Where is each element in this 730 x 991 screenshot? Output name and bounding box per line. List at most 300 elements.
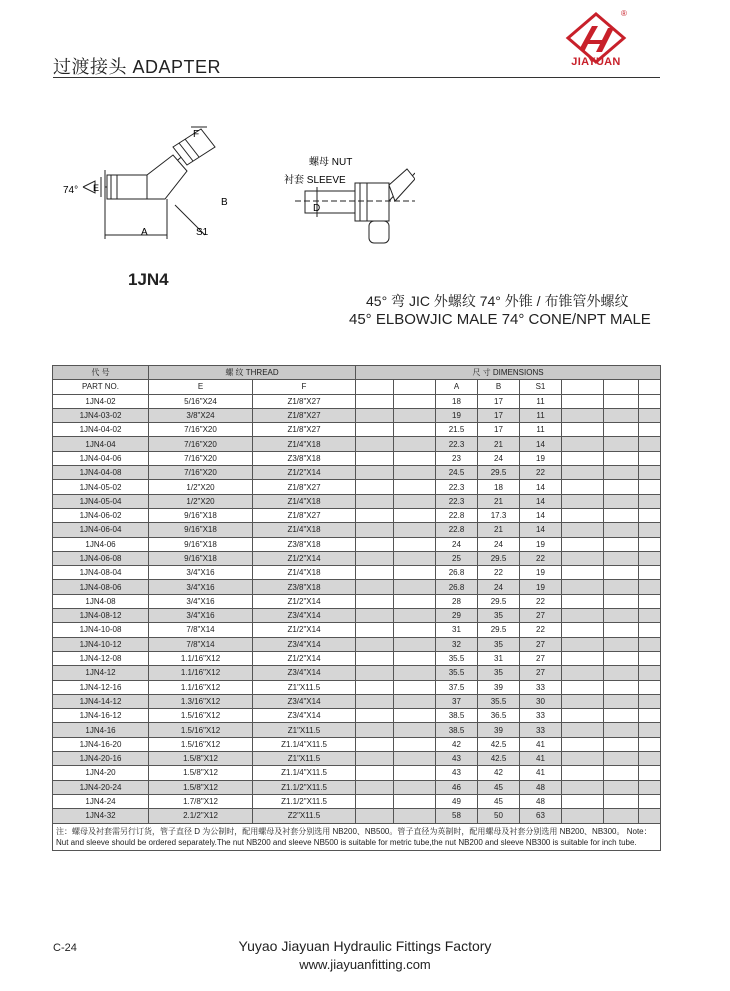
empty-cell — [356, 437, 394, 451]
empty-cell — [604, 694, 639, 708]
header-code-cn: 代 号 — [53, 366, 149, 380]
table-row — [53, 794, 661, 808]
empty-cell — [394, 794, 436, 808]
header-divider — [53, 77, 660, 78]
empty-cell — [562, 423, 604, 437]
empty-cell — [639, 537, 661, 551]
cell-e: 1.3/16"X12 — [149, 694, 253, 708]
cell-b: 17 — [478, 423, 520, 437]
cell-part-no: 1JN4-16 — [53, 723, 149, 737]
empty-cell — [604, 780, 639, 794]
cell-a: 23 — [436, 451, 478, 465]
empty-cell — [639, 437, 661, 451]
cell-s1: 27 — [520, 609, 562, 623]
empty-cell — [639, 723, 661, 737]
empty-cell — [394, 680, 436, 694]
cell-f: Z1/8"X27 — [253, 408, 356, 422]
empty-cell — [394, 566, 436, 580]
cell-f: Z1"X11.5 — [253, 752, 356, 766]
empty-cell — [356, 551, 394, 565]
empty-cell — [394, 780, 436, 794]
cell-part-no: 1JN4-05-02 — [53, 480, 149, 494]
empty-cell — [562, 709, 604, 723]
cell-b: 24 — [478, 537, 520, 551]
table-row — [53, 651, 661, 665]
registered-mark: ® — [621, 9, 627, 18]
cell-part-no: 1JN4-16-20 — [53, 737, 149, 751]
cell-b: 45 — [478, 794, 520, 808]
header-b: B — [478, 380, 520, 394]
empty-cell — [394, 508, 436, 522]
cell-a: 26.8 — [436, 580, 478, 594]
cell-s1: 27 — [520, 637, 562, 651]
cell-b: 18 — [478, 480, 520, 494]
cell-part-no: 1JN4-32 — [53, 809, 149, 823]
table-note: 注：螺母及衬套需另行订货，管子直径 D 为公制时，配用螺母及衬套分别选用 NB200、NB500。管子直径为英制时，配用螺母及衬套分别选用 NB200、NB300。 Note： Nut and sleeve should be ordered separately.The nut NB200 and sleeve NB500 is suitable for metric tube,the nut NB200 and sleeve NB300 is suitable for inch tube. — [53, 823, 661, 850]
empty-cell — [639, 637, 661, 651]
empty-cell — [356, 723, 394, 737]
cell-f: Z1/4"X18 — [253, 523, 356, 537]
empty-cell — [562, 551, 604, 565]
dim-b-label: B — [221, 197, 228, 208]
cell-f: Z3/8"X18 — [253, 537, 356, 551]
cell-f: Z1.1/2"X11.5 — [253, 780, 356, 794]
cell-a: 26.8 — [436, 566, 478, 580]
empty-cell — [562, 466, 604, 480]
empty-cell — [394, 451, 436, 465]
empty-cell — [356, 480, 394, 494]
empty-cell — [604, 737, 639, 751]
empty-cell — [562, 766, 604, 780]
cell-s1: 14 — [520, 437, 562, 451]
table-row — [53, 394, 661, 408]
empty-cell — [639, 666, 661, 680]
empty-cell — [604, 580, 639, 594]
dim-d-label: D — [313, 203, 321, 214]
cell-part-no: 1JN4-14-12 — [53, 694, 149, 708]
empty-cell — [604, 423, 639, 437]
empty-cell — [639, 480, 661, 494]
sleeve-label: 衬套 SLEEVE — [284, 175, 346, 186]
table-row — [53, 537, 661, 551]
table-row — [53, 752, 661, 766]
empty-cell — [604, 494, 639, 508]
cell-a: 37 — [436, 694, 478, 708]
empty-cell — [356, 394, 394, 408]
table-row — [53, 723, 661, 737]
product-title-cn: 45° 弯 JIC 外螺纹 74° 外锥 / 布锥管外螺纹 — [366, 293, 629, 309]
empty-cell — [562, 537, 604, 551]
company-name: Yuyao Jiayuan Hydraulic Fittings Factory — [238, 938, 492, 954]
empty-cell — [604, 523, 639, 537]
cell-part-no: 1JN4-24 — [53, 794, 149, 808]
cell-b: 21 — [478, 494, 520, 508]
cell-a: 35.5 — [436, 666, 478, 680]
header-e: E — [149, 380, 253, 394]
empty-cell — [356, 752, 394, 766]
cell-a: 21.5 — [436, 423, 478, 437]
table-row — [53, 551, 661, 565]
cell-s1: 11 — [520, 423, 562, 437]
empty-cell — [562, 508, 604, 522]
empty-cell — [394, 551, 436, 565]
empty-cell — [562, 523, 604, 537]
cell-part-no: 1JN4-08-06 — [53, 580, 149, 594]
empty-cell — [356, 651, 394, 665]
cell-s1: 19 — [520, 580, 562, 594]
table-row — [53, 408, 661, 422]
cell-e: 3/4"X16 — [149, 594, 253, 608]
page-number: C-24 — [53, 942, 77, 954]
brand-name: JIAYUAN — [571, 56, 621, 68]
empty-cell — [394, 809, 436, 823]
empty-cell — [639, 494, 661, 508]
empty-cell — [604, 594, 639, 608]
empty-cell — [394, 623, 436, 637]
empty-cell — [639, 780, 661, 794]
cell-part-no: 1JN4-10-08 — [53, 623, 149, 637]
empty-cell — [639, 594, 661, 608]
cell-e: 7/16"X20 — [149, 466, 253, 480]
left-fitting-view — [83, 127, 215, 239]
cell-f: Z1/8"X27 — [253, 394, 356, 408]
empty-cell — [639, 809, 661, 823]
cell-e: 7/16"X20 — [149, 437, 253, 451]
table-row — [53, 680, 661, 694]
cell-b: 45 — [478, 780, 520, 794]
empty-cell — [562, 694, 604, 708]
dim-s1-label: S1 — [196, 227, 209, 238]
cell-b: 29.5 — [478, 623, 520, 637]
table-row — [53, 451, 661, 465]
cell-b: 39 — [478, 680, 520, 694]
cell-b: 21 — [478, 437, 520, 451]
empty-cell — [562, 723, 604, 737]
cell-s1: 22 — [520, 623, 562, 637]
cell-part-no: 1JN4-12 — [53, 666, 149, 680]
cell-s1: 27 — [520, 666, 562, 680]
empty-cell — [562, 623, 604, 637]
cell-part-no: 1JN4-08-12 — [53, 609, 149, 623]
cell-f: Z1/8"X27 — [253, 480, 356, 494]
empty-cell — [356, 766, 394, 780]
cell-b: 42.5 — [478, 752, 520, 766]
empty-cell — [394, 651, 436, 665]
cell-part-no: 1JN4-02 — [53, 394, 149, 408]
empty-cell — [639, 580, 661, 594]
empty-cell — [562, 794, 604, 808]
empty-cell — [356, 580, 394, 594]
empty-cell — [639, 752, 661, 766]
cell-a: 43 — [436, 752, 478, 766]
table-row — [53, 666, 661, 680]
cell-b: 39 — [478, 723, 520, 737]
table-row — [53, 780, 661, 794]
cell-f: Z3/8"X18 — [253, 451, 356, 465]
nut-label: 螺母 NUT — [309, 157, 353, 168]
cell-part-no: 1JN4-20 — [53, 766, 149, 780]
empty-cell — [356, 408, 394, 422]
table-row — [53, 423, 661, 437]
empty-cell — [356, 609, 394, 623]
empty-cell — [394, 709, 436, 723]
empty-cell — [604, 480, 639, 494]
cell-part-no: 1JN4-08-04 — [53, 566, 149, 580]
cell-b: 29.5 — [478, 594, 520, 608]
cell-s1: 41 — [520, 737, 562, 751]
cell-s1: 14 — [520, 508, 562, 522]
cell-e: 3/4"X16 — [149, 609, 253, 623]
cell-f: Z3/4"X14 — [253, 637, 356, 651]
cell-a: 22.3 — [436, 494, 478, 508]
header-f: F — [253, 380, 356, 394]
cell-s1: 41 — [520, 766, 562, 780]
cell-s1: 19 — [520, 451, 562, 465]
empty-cell — [562, 780, 604, 794]
empty-cell — [356, 566, 394, 580]
table-row — [53, 594, 661, 608]
empty-cell — [562, 437, 604, 451]
empty-cell — [394, 523, 436, 537]
cell-a: 46 — [436, 780, 478, 794]
empty-cell — [562, 494, 604, 508]
empty-cell — [604, 666, 639, 680]
cell-f: Z1/8"X27 — [253, 423, 356, 437]
empty-cell — [394, 408, 436, 422]
empty-cell — [356, 594, 394, 608]
cell-e: 1.1/16"X12 — [149, 680, 253, 694]
empty-cell — [604, 709, 639, 723]
technical-drawing — [55, 125, 415, 255]
cell-f: Z1/2"X14 — [253, 551, 356, 565]
cell-f: Z1/8"X27 — [253, 508, 356, 522]
empty-cell — [356, 780, 394, 794]
cell-b: 36.5 — [478, 709, 520, 723]
empty-cell — [356, 523, 394, 537]
cell-a: 28 — [436, 594, 478, 608]
empty-cell — [562, 451, 604, 465]
empty-cell — [639, 423, 661, 437]
cell-a: 24 — [436, 537, 478, 551]
empty-cell — [394, 394, 436, 408]
cell-e: 2.1/2"X12 — [149, 809, 253, 823]
empty-cell — [562, 480, 604, 494]
empty-cell — [394, 423, 436, 437]
cell-a: 38.5 — [436, 723, 478, 737]
cell-e: 7/16"X20 — [149, 423, 253, 437]
cell-b: 29.5 — [478, 551, 520, 565]
cell-s1: 48 — [520, 794, 562, 808]
empty-cell — [394, 766, 436, 780]
empty-cell — [356, 508, 394, 522]
empty-cell — [562, 637, 604, 651]
cell-b: 35 — [478, 666, 520, 680]
empty-cell — [639, 680, 661, 694]
empty-cell — [604, 723, 639, 737]
table-row — [53, 494, 661, 508]
cell-e: 7/16"X20 — [149, 451, 253, 465]
cell-a: 38.5 — [436, 709, 478, 723]
empty-cell — [604, 637, 639, 651]
cell-a: 42 — [436, 737, 478, 751]
cell-f: Z1.1/4"X11.5 — [253, 737, 356, 751]
cell-f: Z3/4"X14 — [253, 709, 356, 723]
cell-part-no: 1JN4-12-16 — [53, 680, 149, 694]
cell-e: 1.5/16"X12 — [149, 723, 253, 737]
cell-e: 1.1/16"X12 — [149, 666, 253, 680]
cell-e: 1.5/16"X12 — [149, 737, 253, 751]
cell-a: 22.3 — [436, 437, 478, 451]
cell-e: 1.5/8"X12 — [149, 780, 253, 794]
cell-b: 21 — [478, 523, 520, 537]
empty-cell — [394, 437, 436, 451]
cell-a: 49 — [436, 794, 478, 808]
cell-f: Z1/2"X14 — [253, 623, 356, 637]
cell-s1: 48 — [520, 780, 562, 794]
empty-cell — [604, 794, 639, 808]
cell-s1: 11 — [520, 408, 562, 422]
cell-f: Z1.1/4"X11.5 — [253, 766, 356, 780]
header-part-no: PART NO. — [53, 380, 149, 394]
cell-b: 17 — [478, 408, 520, 422]
empty-cell — [604, 551, 639, 565]
empty-cell — [639, 551, 661, 565]
cell-part-no: 1JN4-06 — [53, 537, 149, 551]
cell-e: 5/16"X24 — [149, 394, 253, 408]
cell-f: Z2"X11.5 — [253, 809, 356, 823]
cell-e: 9/16"X18 — [149, 537, 253, 551]
cell-s1: 22 — [520, 466, 562, 480]
product-title-en: 45° ELBOWJIC MALE 74° CONE/NPT MALE — [349, 311, 651, 328]
table-row — [53, 480, 661, 494]
header-dimensions: 尺 寸 DIMENSIONS — [356, 366, 661, 380]
cell-part-no: 1JN4-04-06 — [53, 451, 149, 465]
cell-e: 9/16"X18 — [149, 551, 253, 565]
table-row — [53, 709, 661, 723]
cell-f: Z1"X11.5 — [253, 723, 356, 737]
empty-cell — [639, 651, 661, 665]
cell-e: 1/2"X20 — [149, 494, 253, 508]
cell-a: 31 — [436, 623, 478, 637]
empty-cell — [639, 451, 661, 465]
cell-b: 42 — [478, 766, 520, 780]
cell-a: 35.5 — [436, 651, 478, 665]
cell-a: 32 — [436, 637, 478, 651]
table-row — [53, 580, 661, 594]
empty-cell — [394, 666, 436, 680]
cell-a: 22.8 — [436, 508, 478, 522]
product-code: 1JN4 — [128, 270, 169, 289]
empty-cell — [604, 651, 639, 665]
cell-e: 7/8"X14 — [149, 637, 253, 651]
empty-cell — [394, 537, 436, 551]
empty-cell — [604, 809, 639, 823]
cell-b: 31 — [478, 651, 520, 665]
cell-part-no: 1JN4-03-02 — [53, 408, 149, 422]
cell-s1: 19 — [520, 537, 562, 551]
table-row — [53, 508, 661, 522]
empty-cell — [356, 451, 394, 465]
cell-f: Z1/2"X14 — [253, 651, 356, 665]
empty-cell — [639, 466, 661, 480]
empty-cell — [562, 566, 604, 580]
dim-f-label: F — [193, 129, 200, 140]
cell-s1: 63 — [520, 809, 562, 823]
cell-part-no: 1JN4-04-08 — [53, 466, 149, 480]
empty-cell — [604, 437, 639, 451]
empty-cell — [639, 766, 661, 780]
cell-a: 25 — [436, 551, 478, 565]
empty-cell — [562, 408, 604, 422]
cell-a: 37.5 — [436, 680, 478, 694]
table-row — [53, 766, 661, 780]
empty-cell — [356, 466, 394, 480]
empty-cell — [562, 752, 604, 766]
empty-cell — [562, 594, 604, 608]
empty-cell — [562, 680, 604, 694]
cell-f: Z1.1/2"X11.5 — [253, 794, 356, 808]
cell-s1: 33 — [520, 680, 562, 694]
empty-cell — [604, 609, 639, 623]
cell-e: 9/16"X18 — [149, 508, 253, 522]
empty-cell — [394, 609, 436, 623]
cell-a: 19 — [436, 408, 478, 422]
cell-f: Z1"X11.5 — [253, 680, 356, 694]
empty-cell — [562, 651, 604, 665]
cell-b: 35 — [478, 637, 520, 651]
cell-e: 3/4"X16 — [149, 580, 253, 594]
cell-b: 17 — [478, 394, 520, 408]
empty-cell — [356, 709, 394, 723]
cell-f: Z1/4"X18 — [253, 494, 356, 508]
empty-cell — [356, 694, 394, 708]
website: www.jiayuanfitting.com — [299, 957, 431, 972]
cell-e: 1.5/16"X12 — [149, 709, 253, 723]
empty-cell — [356, 794, 394, 808]
empty-cell — [639, 508, 661, 522]
empty-cell — [394, 723, 436, 737]
angle-label: 74° — [63, 185, 79, 196]
cell-f: Z1/2"X14 — [253, 594, 356, 608]
cell-f: Z3/4"X14 — [253, 666, 356, 680]
empty-cell — [562, 580, 604, 594]
empty-cell — [394, 480, 436, 494]
empty-cell — [356, 637, 394, 651]
empty-cell — [639, 694, 661, 708]
cell-part-no: 1JN4-04 — [53, 437, 149, 451]
cell-s1: 14 — [520, 480, 562, 494]
page-title: 过渡接头 ADAPTER — [53, 57, 222, 77]
cell-f: Z1/4"X18 — [253, 566, 356, 580]
cell-e: 7/8"X14 — [149, 623, 253, 637]
table-row — [53, 566, 661, 580]
empty-cell — [394, 737, 436, 751]
cell-b: 50 — [478, 809, 520, 823]
cell-part-no: 1JN4-12-08 — [53, 651, 149, 665]
cell-part-no: 1JN4-08 — [53, 594, 149, 608]
cell-f: Z1/2"X14 — [253, 466, 356, 480]
cell-s1: 33 — [520, 709, 562, 723]
empty-cell — [394, 637, 436, 651]
empty-cell — [604, 537, 639, 551]
cell-s1: 22 — [520, 594, 562, 608]
empty-cell — [639, 394, 661, 408]
cell-s1: 33 — [520, 723, 562, 737]
empty-cell — [562, 809, 604, 823]
empty-cell — [639, 709, 661, 723]
empty-cell — [356, 680, 394, 694]
empty-cell — [604, 466, 639, 480]
